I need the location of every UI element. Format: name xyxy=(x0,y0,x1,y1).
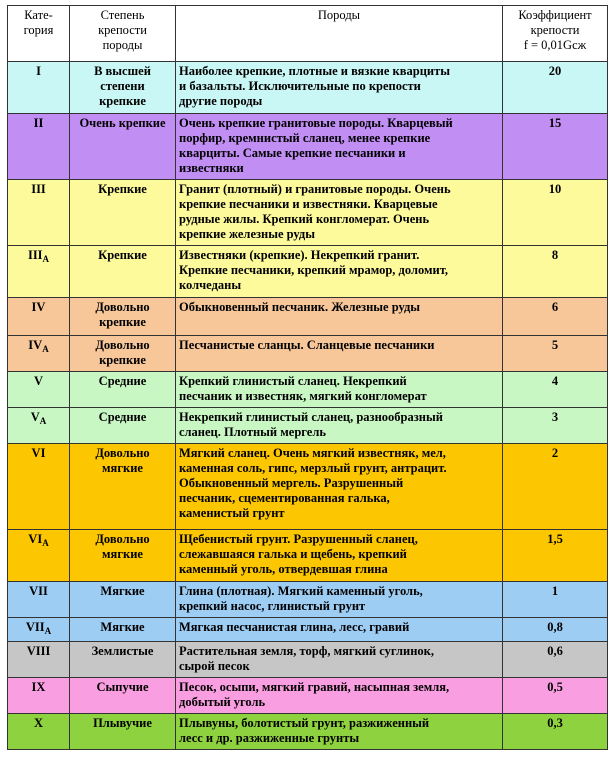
rocks-cell-text: Крепкий глинистый сланец. Некрепкий песчаник и известняк, мягкий конгломерат xyxy=(179,374,427,403)
coefficient-cell-text: 20 xyxy=(548,64,562,78)
coefficient-cell xyxy=(503,618,608,642)
table-row xyxy=(8,246,608,298)
degree-cell-text: Крепкие xyxy=(98,248,147,262)
rocks-cell-text: Глина (плотная). Мягкий каменный уголь, крепкий насос, глинистый грунт xyxy=(179,584,423,613)
table-row xyxy=(8,336,608,372)
header-rocks: Породы xyxy=(176,6,503,62)
coefficient-cell xyxy=(503,582,608,618)
degree-cell xyxy=(70,530,176,582)
rocks-cell-text: Обыкновенный песчаник. Железные руды xyxy=(179,300,421,314)
degree-cell xyxy=(70,180,176,246)
category-cell-text: VII xyxy=(25,620,45,634)
coefficient-cell-text: 1,5 xyxy=(547,532,563,546)
rocks-cell xyxy=(176,678,503,714)
coefficient-cell xyxy=(503,298,608,336)
degree-cell-text: Мягкие xyxy=(100,584,145,598)
category-cell-text: V xyxy=(33,374,44,388)
category-cell-text: III xyxy=(31,182,46,196)
coefficient-cell-text: 5 xyxy=(551,338,559,352)
category-cell xyxy=(8,298,70,336)
degree-cell xyxy=(70,582,176,618)
category-cell-text: II xyxy=(33,116,44,130)
rocks-cell xyxy=(176,62,503,114)
category-cell xyxy=(8,582,70,618)
category-subscript: A xyxy=(42,538,49,548)
degree-cell-text: Довольно крепкие xyxy=(95,338,150,367)
degree-cell-text: Крепкие xyxy=(98,182,147,196)
coefficient-cell xyxy=(503,180,608,246)
category-subscript: A xyxy=(42,344,49,354)
coefficient-cell xyxy=(503,62,608,114)
rocks-cell-text: Наиболее крепкие, плотные и вязкие кварциты и базальты. Исключительные по крепости другие породы xyxy=(179,64,450,108)
category-cell-text: I xyxy=(36,64,41,78)
coefficient-cell xyxy=(503,642,608,678)
category-cell-text: III xyxy=(27,248,43,262)
coefficient-cell-text: 0,8 xyxy=(547,620,563,634)
degree-cell xyxy=(70,62,176,114)
category-cell-text: VI xyxy=(28,532,43,546)
category-subscript: A xyxy=(39,416,47,426)
degree-cell-text: Мягкие xyxy=(100,620,145,634)
degree-cell-text: Средние xyxy=(98,374,147,388)
degree-cell-text: Очень крепкие xyxy=(79,116,166,130)
coefficient-cell-text: 0,5 xyxy=(547,680,563,694)
coefficient-cell-text: 3 xyxy=(551,410,559,424)
rocks-cell xyxy=(176,714,503,750)
degree-cell-text: Землистые xyxy=(91,644,154,658)
coefficient-cell xyxy=(503,408,608,444)
category-cell xyxy=(8,62,70,114)
rocks-cell-text: Некрепкий глинистый сланец, разнообразный сланец. Плотный мергель xyxy=(179,410,443,439)
table-row xyxy=(8,530,608,582)
category-cell xyxy=(8,444,70,530)
rocks-cell xyxy=(176,582,503,618)
category-cell xyxy=(8,618,70,642)
rocks-cell xyxy=(176,180,503,246)
degree-cell xyxy=(70,642,176,678)
category-subscript: A xyxy=(44,626,52,636)
rocks-cell-text: Мягкая песчанистая глина, лесс, гравий xyxy=(179,620,410,634)
degree-cell xyxy=(70,408,176,444)
rocks-cell-text: Очень крепкие гранитовые породы. Кварцевый порфир, кремнистый сланец, менее крепкие кварциты. Самые крепкие песчаники и известняки xyxy=(179,116,453,175)
category-cell xyxy=(8,408,70,444)
category-cell xyxy=(8,180,70,246)
rocks-cell-text: Песчанистые сланцы. Сланцевые песчаники xyxy=(179,338,435,352)
coefficient-cell xyxy=(503,336,608,372)
rocks-cell-text: Щебенистый грунт. Разрушенный сланец, слежавшаяся галька и щебень, крепкий каменный уголь, отвердевшая глина xyxy=(179,532,418,576)
coefficient-cell xyxy=(503,444,608,530)
category-cell xyxy=(8,372,70,408)
degree-cell-text: Довольно мягкие xyxy=(95,532,150,561)
degree-cell xyxy=(70,444,176,530)
degree-cell xyxy=(70,114,176,180)
coefficient-cell xyxy=(503,678,608,714)
coefficient-cell-text: 0,6 xyxy=(547,644,563,658)
rocks-cell xyxy=(176,372,503,408)
degree-cell xyxy=(70,618,176,642)
degree-cell-text: Плывучие xyxy=(93,716,152,730)
rocks-cell-text: Плывуны, болотистый грунт, разжиженный лесс и др. разжиженные грунты xyxy=(179,716,430,745)
category-cell xyxy=(8,678,70,714)
category-cell-text: VII xyxy=(29,584,48,598)
coefficient-cell xyxy=(503,530,608,582)
degree-cell xyxy=(70,372,176,408)
rocks-cell xyxy=(176,530,503,582)
table-row xyxy=(8,114,608,180)
coefficient-cell xyxy=(503,246,608,298)
rocks-cell xyxy=(176,336,503,372)
coefficient-cell-text: 15 xyxy=(548,116,562,130)
header-row xyxy=(8,6,608,62)
rock-hardness-table xyxy=(7,5,608,750)
coefficient-cell-text: 8 xyxy=(551,248,559,262)
table-row xyxy=(8,714,608,750)
category-cell-text: IV xyxy=(28,338,43,352)
category-cell-text: X xyxy=(33,716,44,730)
category-cell-text: V xyxy=(30,410,40,424)
coefficient-cell xyxy=(503,714,608,750)
category-cell-text: VI xyxy=(31,446,46,460)
table-row xyxy=(8,582,608,618)
coefficient-cell-text: 1 xyxy=(551,584,559,598)
table-row xyxy=(8,62,608,114)
coefficient-cell-text: 2 xyxy=(551,446,559,460)
table-row xyxy=(8,408,608,444)
table-row xyxy=(8,618,608,642)
degree-cell xyxy=(70,678,176,714)
header-coefficient: Коэффициент крепости f = 0,01Gсж xyxy=(503,6,608,62)
rocks-cell xyxy=(176,408,503,444)
category-cell xyxy=(8,530,70,582)
coefficient-cell-text: 4 xyxy=(551,374,559,388)
rocks-cell-text: Известняки (крепкие). Некрепкий гранит. Крепкие песчаники, крепкий мрамор, доломит, колчеданы xyxy=(179,248,449,292)
category-cell-text: VIII xyxy=(26,644,51,658)
degree-cell xyxy=(70,714,176,750)
coefficient-cell xyxy=(503,114,608,180)
table-row xyxy=(8,444,608,530)
category-subscript: A xyxy=(42,254,50,264)
category-cell xyxy=(8,714,70,750)
category-cell-text: IV xyxy=(31,300,46,314)
table-row xyxy=(8,372,608,408)
category-cell xyxy=(8,642,70,678)
coefficient-cell-text: 0,3 xyxy=(547,716,563,730)
rocks-cell xyxy=(176,618,503,642)
rocks-cell-text: Песок, осыпи, мягкий гравий, насыпная земля, добытый уголь xyxy=(179,680,450,709)
rocks-cell xyxy=(176,114,503,180)
rocks-cell-text: Мягкий сланец. Очень мягкий известняк, мел, каменная соль, гипс, мерзлый грунт, антрацит. Обыкновенный мергель. Разрушенный песчаник, сцементированная галька, каменистый грунт xyxy=(179,446,447,520)
rocks-cell xyxy=(176,642,503,678)
header-degree: Степень крепости породы xyxy=(70,6,176,62)
header-category: Кате- гория xyxy=(8,6,70,62)
table-row xyxy=(8,642,608,678)
category-cell xyxy=(8,336,70,372)
degree-cell xyxy=(70,246,176,298)
coefficient-cell-text: 6 xyxy=(551,300,559,314)
rocks-cell xyxy=(176,246,503,298)
degree-cell-text: Довольно крепкие xyxy=(95,300,150,329)
category-cell-text: IX xyxy=(31,680,46,694)
rocks-cell xyxy=(176,298,503,336)
degree-cell-text: Сыпучие xyxy=(96,680,149,694)
table-row xyxy=(8,298,608,336)
coefficient-cell xyxy=(503,372,608,408)
degree-cell-text: Средние xyxy=(98,410,147,424)
degree-cell xyxy=(70,336,176,372)
category-cell xyxy=(8,114,70,180)
rocks-cell xyxy=(176,444,503,530)
degree-cell-text: Довольно мягкие xyxy=(95,446,150,475)
category-cell xyxy=(8,246,70,298)
rocks-cell-text: Гранит (плотный) и гранитовые породы. Очень крепкие песчаники и известняки. Кварцевые рудные жилы. Крепкий конгломерат. Очень крепкие железные руды xyxy=(179,182,451,241)
rocks-cell-text: Растительная земля, торф, мягкий суглинок, сырой песок xyxy=(179,644,434,673)
coefficient-cell-text: 10 xyxy=(548,182,562,196)
table-row xyxy=(8,678,608,714)
table-row xyxy=(8,180,608,246)
degree-cell xyxy=(70,298,176,336)
degree-cell-text: В высшей степени крепкие xyxy=(94,64,151,108)
